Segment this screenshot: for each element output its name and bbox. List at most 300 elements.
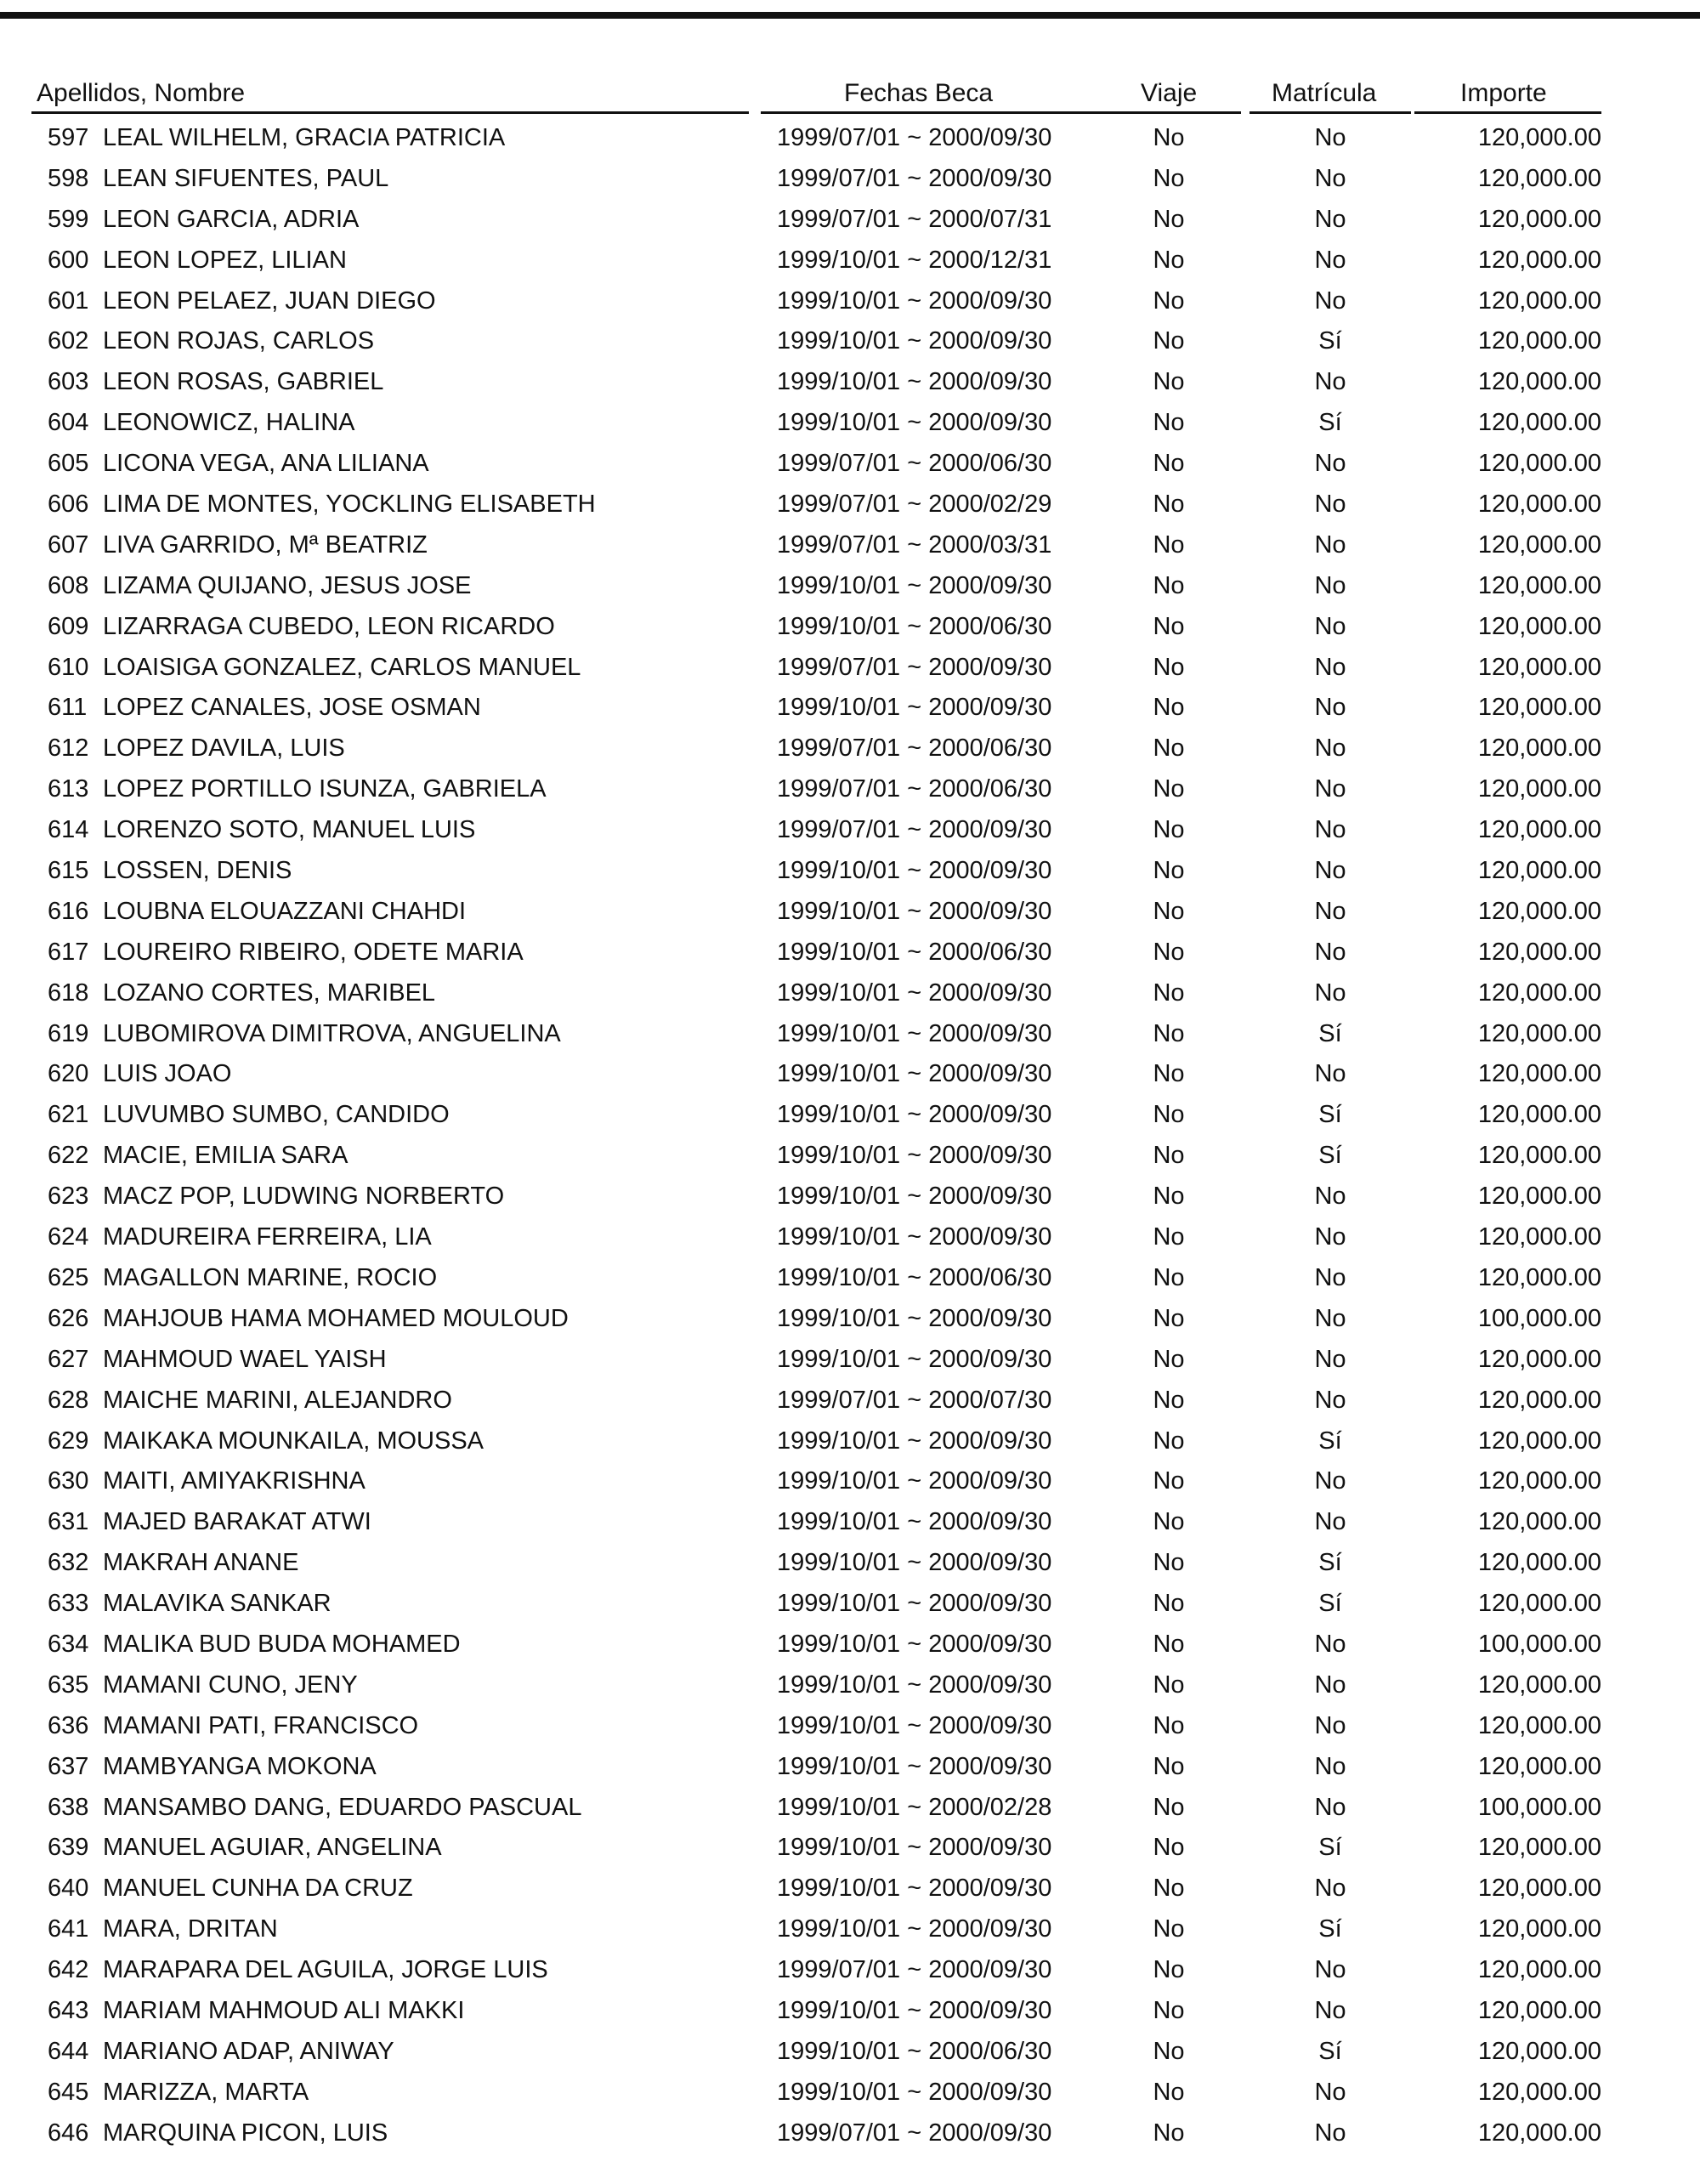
table-row <box>0 241 1700 281</box>
table-row <box>0 2113 1700 2154</box>
table-row <box>0 1502 1700 1543</box>
row-fechas-beca: 1999/07/01 ~ 2000/09/30 <box>777 2119 1052 2147</box>
row-fechas-beca: 1999/07/01 ~ 2000/03/31 <box>777 530 1052 559</box>
row-matricula: No <box>1314 2078 1346 2106</box>
row-matricula: No <box>1314 857 1346 885</box>
row-number: 616 <box>48 897 89 925</box>
row-matricula: No <box>1314 1711 1346 1739</box>
row-viaje: No <box>1153 571 1185 599</box>
row-importe: 120,000.00 <box>1477 857 1601 885</box>
row-number: 645 <box>48 2078 89 2106</box>
table-row <box>0 362 1700 403</box>
row-viaje: No <box>1153 1630 1185 1658</box>
row-importe: 120,000.00 <box>1477 979 1601 1007</box>
table-row <box>0 892 1700 933</box>
row-viaje: No <box>1153 327 1185 355</box>
table-row <box>0 525 1700 566</box>
row-matricula: No <box>1314 653 1346 681</box>
row-fechas-beca: 1999/10/01 ~ 2000/06/30 <box>777 2037 1052 2065</box>
row-number: 628 <box>48 1386 89 1414</box>
row-viaje: No <box>1153 164 1185 192</box>
row-name: LEON LOPEZ, LILIAN <box>103 246 347 274</box>
row-name: MARA, DRITAN <box>103 1915 278 1943</box>
row-number: 633 <box>48 1590 89 1618</box>
row-fechas-beca: 1999/10/01 ~ 2000/09/30 <box>777 1671 1052 1699</box>
table-row <box>0 1747 1700 1788</box>
table-row <box>0 1177 1700 1217</box>
row-fechas-beca: 1999/10/01 ~ 2000/09/30 <box>777 1345 1052 1373</box>
row-name: LEONOWICZ, HALINA <box>103 409 355 437</box>
row-matricula: No <box>1314 246 1346 274</box>
table-row <box>0 1950 1700 1991</box>
row-number: 637 <box>48 1752 89 1780</box>
row-importe: 120,000.00 <box>1477 1508 1601 1536</box>
row-viaje: No <box>1153 1467 1185 1495</box>
row-number: 610 <box>48 653 89 681</box>
row-fechas-beca: 1999/07/01 ~ 2000/06/30 <box>777 450 1052 478</box>
table-row <box>0 933 1700 973</box>
table-row <box>0 729 1700 769</box>
table-row <box>0 1543 1700 1584</box>
row-importe: 120,000.00 <box>1477 1263 1601 1291</box>
row-viaje: No <box>1153 857 1185 885</box>
row-viaje: No <box>1153 409 1185 437</box>
row-matricula: No <box>1314 1263 1346 1291</box>
row-matricula: Sí <box>1318 1834 1342 1862</box>
row-viaje: No <box>1153 653 1185 681</box>
row-matricula: No <box>1314 1183 1346 1211</box>
row-importe: 120,000.00 <box>1477 816 1601 844</box>
row-matricula: No <box>1314 286 1346 315</box>
row-number: 638 <box>48 1793 89 1821</box>
row-viaje: No <box>1153 530 1185 559</box>
row-importe: 120,000.00 <box>1477 938 1601 966</box>
row-number: 600 <box>48 246 89 274</box>
table-row <box>0 1054 1700 1095</box>
row-name: MANSAMBO DANG, EDUARDO PASCUAL <box>103 1793 582 1821</box>
row-number: 630 <box>48 1467 89 1495</box>
row-viaje: No <box>1153 1019 1185 1047</box>
row-matricula: No <box>1314 1752 1346 1780</box>
row-name: MALIKA BUD BUDA MOHAMED <box>103 1630 461 1658</box>
table-row <box>0 1909 1700 1950</box>
row-number: 621 <box>48 1101 89 1129</box>
row-viaje: No <box>1153 1915 1185 1943</box>
row-viaje: No <box>1153 816 1185 844</box>
row-name: MARQUINA PICON, LUIS <box>103 2119 388 2147</box>
row-number: 626 <box>48 1304 89 1332</box>
row-matricula: No <box>1314 979 1346 1007</box>
row-fechas-beca: 1999/10/01 ~ 2000/09/30 <box>777 1630 1052 1658</box>
table-row <box>0 1014 1700 1055</box>
row-number: 632 <box>48 1549 89 1577</box>
row-number: 640 <box>48 1875 89 1903</box>
scholarship-table <box>0 118 1700 2154</box>
row-fechas-beca: 1999/10/01 ~ 2000/09/30 <box>777 1223 1052 1251</box>
row-matricula: No <box>1314 735 1346 763</box>
row-name: LOPEZ DAVILA, LUIS <box>103 735 345 763</box>
row-fechas-beca: 1999/10/01 ~ 2000/06/30 <box>777 938 1052 966</box>
row-fechas-beca: 1999/07/01 ~ 2000/06/30 <box>777 735 1052 763</box>
row-fechas-beca: 1999/10/01 ~ 2000/09/30 <box>777 1427 1052 1455</box>
row-importe: 120,000.00 <box>1477 1019 1601 1047</box>
row-viaje: No <box>1153 368 1185 396</box>
row-matricula: No <box>1314 694 1346 722</box>
row-number: 624 <box>48 1223 89 1251</box>
table-row <box>0 1461 1700 1502</box>
row-fechas-beca: 1999/07/01 ~ 2000/09/30 <box>777 653 1052 681</box>
row-matricula: Sí <box>1318 1590 1342 1618</box>
row-name: LOPEZ CANALES, JOSE OSMAN <box>103 694 481 722</box>
row-fechas-beca: 1999/10/01 ~ 2000/09/30 <box>777 979 1052 1007</box>
row-viaje: No <box>1153 205 1185 233</box>
row-name: MANUEL AGUIAR, ANGELINA <box>103 1834 442 1862</box>
row-importe: 120,000.00 <box>1477 571 1601 599</box>
row-viaje: No <box>1153 1996 1185 2024</box>
row-fechas-beca: 1999/10/01 ~ 2000/09/30 <box>777 368 1052 396</box>
row-importe: 120,000.00 <box>1477 1345 1601 1373</box>
row-viaje: No <box>1153 1711 1185 1739</box>
row-viaje: No <box>1153 1304 1185 1332</box>
header-apellidos-nombre: Apellidos, Nombre <box>37 79 246 107</box>
row-matricula: No <box>1314 1345 1346 1373</box>
row-matricula: No <box>1314 205 1346 233</box>
table-row <box>0 118 1700 159</box>
row-name: MARIANO ADAP, ANIWAY <box>103 2037 394 2065</box>
table-row <box>0 403 1700 444</box>
row-name: MACIE, EMILIA SARA <box>103 1142 348 1170</box>
row-importe: 120,000.00 <box>1477 2037 1601 2065</box>
row-name: LOSSEN, DENIS <box>103 857 292 885</box>
row-name: MADUREIRA FERREIRA, LIA <box>103 1223 432 1251</box>
row-viaje: No <box>1153 1671 1185 1699</box>
row-fechas-beca: 1999/10/01 ~ 2000/09/30 <box>777 1711 1052 1739</box>
row-viaje: No <box>1153 1875 1185 1903</box>
row-number: 601 <box>48 286 89 315</box>
table-row <box>0 1095 1700 1136</box>
row-viaje: No <box>1153 1834 1185 1862</box>
table-row <box>0 607 1700 648</box>
row-fechas-beca: 1999/10/01 ~ 2000/12/31 <box>777 246 1052 274</box>
header-underline-fechas <box>761 111 1096 114</box>
row-name: MAHMOUD WAEL YAISH <box>103 1345 387 1373</box>
row-viaje: No <box>1153 1060 1185 1088</box>
row-importe: 120,000.00 <box>1477 1183 1601 1211</box>
row-fechas-beca: 1999/10/01 ~ 2000/02/28 <box>777 1793 1052 1821</box>
row-matricula: No <box>1314 491 1346 519</box>
row-name: MALAVIKA SANKAR <box>103 1590 332 1618</box>
row-importe: 120,000.00 <box>1477 694 1601 722</box>
row-fechas-beca: 1999/10/01 ~ 2000/09/30 <box>777 1752 1052 1780</box>
row-matricula: Sí <box>1318 1142 1342 1170</box>
row-name: LUVUMBO SUMBO, CANDIDO <box>103 1101 450 1129</box>
row-fechas-beca: 1999/07/01 ~ 2000/07/31 <box>777 205 1052 233</box>
row-fechas-beca: 1999/10/01 ~ 2000/09/30 <box>777 1508 1052 1536</box>
row-name: LORENZO SOTO, MANUEL LUIS <box>103 816 476 844</box>
row-fechas-beca: 1999/07/01 ~ 2000/09/30 <box>777 124 1052 151</box>
row-matricula: Sí <box>1318 1427 1342 1455</box>
row-viaje: No <box>1153 694 1185 722</box>
row-fechas-beca: 1999/10/01 ~ 2000/09/30 <box>777 1590 1052 1618</box>
row-importe: 120,000.00 <box>1477 530 1601 559</box>
row-number: 609 <box>48 612 89 640</box>
row-number: 605 <box>48 450 89 478</box>
table-row <box>0 281 1700 322</box>
row-viaje: No <box>1153 1345 1185 1373</box>
row-name: LEON GARCIA, ADRIA <box>103 205 360 233</box>
row-viaje: No <box>1153 1386 1185 1414</box>
row-name: LIVA GARRIDO, Mª BEATRIZ <box>103 530 428 559</box>
row-matricula: Sí <box>1318 409 1342 437</box>
row-number: 641 <box>48 1915 89 1943</box>
row-number: 599 <box>48 205 89 233</box>
row-matricula: Sí <box>1318 327 1342 355</box>
table-row <box>0 2073 1700 2113</box>
row-name: MACZ POP, LUDWING NORBERTO <box>103 1183 505 1211</box>
row-importe: 120,000.00 <box>1477 1467 1601 1495</box>
row-importe: 120,000.00 <box>1477 1142 1601 1170</box>
row-name: LOZANO CORTES, MARIBEL <box>103 979 436 1007</box>
row-number: 604 <box>48 409 89 437</box>
row-viaje: No <box>1153 2119 1185 2147</box>
row-importe: 120,000.00 <box>1477 246 1601 274</box>
header-underline-matricula <box>1250 111 1411 114</box>
table-row <box>0 1828 1700 1869</box>
row-matricula: No <box>1314 1508 1346 1536</box>
row-name: LOAISIGA GONZALEZ, CARLOS MANUEL <box>103 653 581 681</box>
row-matricula: No <box>1314 571 1346 599</box>
row-importe: 120,000.00 <box>1477 2119 1601 2147</box>
row-importe: 120,000.00 <box>1477 124 1601 151</box>
row-viaje: No <box>1153 246 1185 274</box>
row-number: 642 <box>48 1956 89 1984</box>
row-matricula: Sí <box>1318 1101 1342 1129</box>
row-importe: 120,000.00 <box>1477 491 1601 519</box>
row-fechas-beca: 1999/10/01 ~ 2000/09/30 <box>777 694 1052 722</box>
table-row <box>0 159 1700 200</box>
row-importe: 120,000.00 <box>1477 1590 1601 1618</box>
row-number: 606 <box>48 491 89 519</box>
row-viaje: No <box>1153 2078 1185 2106</box>
row-name: MAKRAH ANANE <box>103 1549 299 1577</box>
row-fechas-beca: 1999/10/01 ~ 2000/09/30 <box>777 1915 1052 1943</box>
row-importe: 120,000.00 <box>1477 286 1601 315</box>
row-name: LEON PELAEZ, JUAN DIEGO <box>103 286 436 315</box>
row-fechas-beca: 1999/10/01 ~ 2000/09/30 <box>777 1019 1052 1047</box>
row-viaje: No <box>1153 979 1185 1007</box>
row-number: 646 <box>48 2119 89 2147</box>
row-matricula: No <box>1314 775 1346 803</box>
row-name: LEAN SIFUENTES, PAUL <box>103 164 389 192</box>
row-fechas-beca: 1999/10/01 ~ 2000/09/30 <box>777 2078 1052 2106</box>
row-viaje: No <box>1153 775 1185 803</box>
row-name: MAITI, AMIYAKRISHNA <box>103 1467 366 1495</box>
table-row <box>0 1706 1700 1747</box>
row-viaje: No <box>1153 1508 1185 1536</box>
row-importe: 120,000.00 <box>1477 1956 1601 1984</box>
row-number: 614 <box>48 816 89 844</box>
row-matricula: No <box>1314 450 1346 478</box>
row-matricula: No <box>1314 1630 1346 1658</box>
table-row <box>0 1258 1700 1299</box>
row-viaje: No <box>1153 491 1185 519</box>
row-viaje: No <box>1153 1101 1185 1129</box>
row-matricula: No <box>1314 1671 1346 1699</box>
row-importe: 120,000.00 <box>1477 1996 1601 2024</box>
row-viaje: No <box>1153 1549 1185 1577</box>
table-row <box>0 769 1700 810</box>
row-fechas-beca: 1999/07/01 ~ 2000/09/30 <box>777 1956 1052 1984</box>
header-fechas-beca: Fechas Beca <box>844 79 994 107</box>
row-importe: 120,000.00 <box>1477 775 1601 803</box>
row-importe: 120,000.00 <box>1477 1875 1601 1903</box>
row-viaje: No <box>1153 2037 1185 2065</box>
table-row <box>0 485 1700 525</box>
row-viaje: No <box>1153 1223 1185 1251</box>
row-fechas-beca: 1999/10/01 ~ 2000/09/30 <box>777 1996 1052 2024</box>
row-matricula: No <box>1314 1386 1346 1414</box>
row-viaje: No <box>1153 286 1185 315</box>
row-importe: 120,000.00 <box>1477 1549 1601 1577</box>
header-viaje: Viaje <box>1141 79 1198 107</box>
row-fechas-beca: 1999/07/01 ~ 2000/07/30 <box>777 1386 1052 1414</box>
row-viaje: No <box>1153 1956 1185 1984</box>
table-row <box>0 810 1700 851</box>
row-name: LIZARRAGA CUBEDO, LEON RICARDO <box>103 612 555 640</box>
row-fechas-beca: 1999/07/01 ~ 2000/06/30 <box>777 775 1052 803</box>
row-matricula: No <box>1314 816 1346 844</box>
row-name: LIZAMA QUIJANO, JESUS JOSE <box>103 571 472 599</box>
table-row <box>0 1584 1700 1625</box>
row-importe: 100,000.00 <box>1477 1630 1601 1658</box>
row-fechas-beca: 1999/10/01 ~ 2000/09/30 <box>777 1875 1052 1903</box>
table-row <box>0 444 1700 485</box>
row-importe: 120,000.00 <box>1477 2078 1601 2106</box>
row-importe: 120,000.00 <box>1477 368 1601 396</box>
row-name: MAMANI PATI, FRANCISCO <box>103 1711 419 1739</box>
row-fechas-beca: 1999/10/01 ~ 2000/09/30 <box>777 1304 1052 1332</box>
row-number: 635 <box>48 1671 89 1699</box>
row-fechas-beca: 1999/07/01 ~ 2000/09/30 <box>777 164 1052 192</box>
row-name: LOUBNA ELOUAZZANI CHAHDI <box>103 897 467 925</box>
row-matricula: Sí <box>1318 1915 1342 1943</box>
row-viaje: No <box>1153 124 1185 151</box>
header-matricula: Matrícula <box>1272 79 1377 107</box>
row-fechas-beca: 1999/10/01 ~ 2000/09/30 <box>777 327 1052 355</box>
row-name: LEON ROJAS, CARLOS <box>103 327 375 355</box>
row-matricula: No <box>1314 1467 1346 1495</box>
row-fechas-beca: 1999/10/01 ~ 2000/09/30 <box>777 1142 1052 1170</box>
row-name: LICONA VEGA, ANA LILIANA <box>103 450 429 478</box>
row-viaje: No <box>1153 1752 1185 1780</box>
row-name: MAGALLON MARINE, ROCIO <box>103 1263 438 1291</box>
row-number: 639 <box>48 1834 89 1862</box>
row-importe: 120,000.00 <box>1477 897 1601 925</box>
row-importe: 120,000.00 <box>1477 612 1601 640</box>
row-number: 597 <box>48 124 89 151</box>
row-matricula: No <box>1314 2119 1346 2147</box>
row-matricula: No <box>1314 1875 1346 1903</box>
row-viaje: No <box>1153 1183 1185 1211</box>
table-row <box>0 1340 1700 1381</box>
row-number: 623 <box>48 1183 89 1211</box>
row-name: MARIZZA, MARTA <box>103 2078 309 2106</box>
table-row <box>0 973 1700 1014</box>
row-viaje: No <box>1153 1427 1185 1455</box>
row-importe: 100,000.00 <box>1477 1304 1601 1332</box>
row-importe: 120,000.00 <box>1477 164 1601 192</box>
row-matricula: No <box>1314 938 1346 966</box>
row-importe: 120,000.00 <box>1477 205 1601 233</box>
row-number: 618 <box>48 979 89 1007</box>
row-viaje: No <box>1153 450 1185 478</box>
row-viaje: No <box>1153 1263 1185 1291</box>
row-name: MAHJOUB HAMA MOHAMED MOULOUD <box>103 1304 569 1332</box>
row-importe: 120,000.00 <box>1477 1711 1601 1739</box>
row-number: 612 <box>48 735 89 763</box>
row-name: LIMA DE MONTES, YOCKLING ELISABETH <box>103 491 596 519</box>
row-fechas-beca: 1999/10/01 ~ 2000/09/30 <box>777 1183 1052 1211</box>
row-importe: 120,000.00 <box>1477 450 1601 478</box>
row-importe: 120,000.00 <box>1477 1427 1601 1455</box>
row-fechas-beca: 1999/10/01 ~ 2000/09/30 <box>777 1101 1052 1129</box>
row-number: 615 <box>48 857 89 885</box>
table-row <box>0 1625 1700 1665</box>
row-fechas-beca: 1999/07/01 ~ 2000/02/29 <box>777 491 1052 519</box>
row-name: MAMBYANGA MOKONA <box>103 1752 377 1780</box>
row-importe: 120,000.00 <box>1477 409 1601 437</box>
row-name: MAICHE MARINI, ALEJANDRO <box>103 1386 452 1414</box>
row-importe: 100,000.00 <box>1477 1793 1601 1821</box>
row-fechas-beca: 1999/10/01 ~ 2000/09/30 <box>777 286 1052 315</box>
row-number: 636 <box>48 1711 89 1739</box>
row-name: LUIS JOAO <box>103 1060 232 1088</box>
row-name: LOPEZ PORTILLO ISUNZA, GABRIELA <box>103 775 547 803</box>
row-number: 625 <box>48 1263 89 1291</box>
row-name: MAIKAKA MOUNKAILA, MOUSSA <box>103 1427 484 1455</box>
header-underline-viaje <box>1096 111 1241 114</box>
row-name: MAJED BARAKAT ATWI <box>103 1508 371 1536</box>
row-importe: 120,000.00 <box>1477 327 1601 355</box>
row-matricula: Sí <box>1318 1019 1342 1047</box>
row-matricula: No <box>1314 530 1346 559</box>
table-row <box>0 321 1700 362</box>
row-matricula: No <box>1314 164 1346 192</box>
row-importe: 120,000.00 <box>1477 1834 1601 1862</box>
row-importe: 120,000.00 <box>1477 1752 1601 1780</box>
row-number: 608 <box>48 571 89 599</box>
row-fechas-beca: 1999/10/01 ~ 2000/06/30 <box>777 612 1052 640</box>
row-matricula: Sí <box>1318 2037 1342 2065</box>
row-matricula: No <box>1314 1304 1346 1332</box>
table-row <box>0 1788 1700 1829</box>
header-underline-name <box>31 111 749 114</box>
row-matricula: Sí <box>1318 1549 1342 1577</box>
row-number: 622 <box>48 1142 89 1170</box>
table-row <box>0 1217 1700 1258</box>
row-fechas-beca: 1999/10/01 ~ 2000/09/30 <box>777 1467 1052 1495</box>
row-matricula: No <box>1314 1060 1346 1088</box>
top-rule <box>0 12 1700 19</box>
table-row <box>0 648 1700 689</box>
table-row <box>0 1136 1700 1177</box>
table-row <box>0 2032 1700 2073</box>
row-matricula: No <box>1314 1956 1346 1984</box>
table-header <box>0 77 1700 115</box>
row-name: MAMANI CUNO, JENY <box>103 1671 358 1699</box>
table-row <box>0 1421 1700 1462</box>
row-number: 634 <box>48 1630 89 1658</box>
